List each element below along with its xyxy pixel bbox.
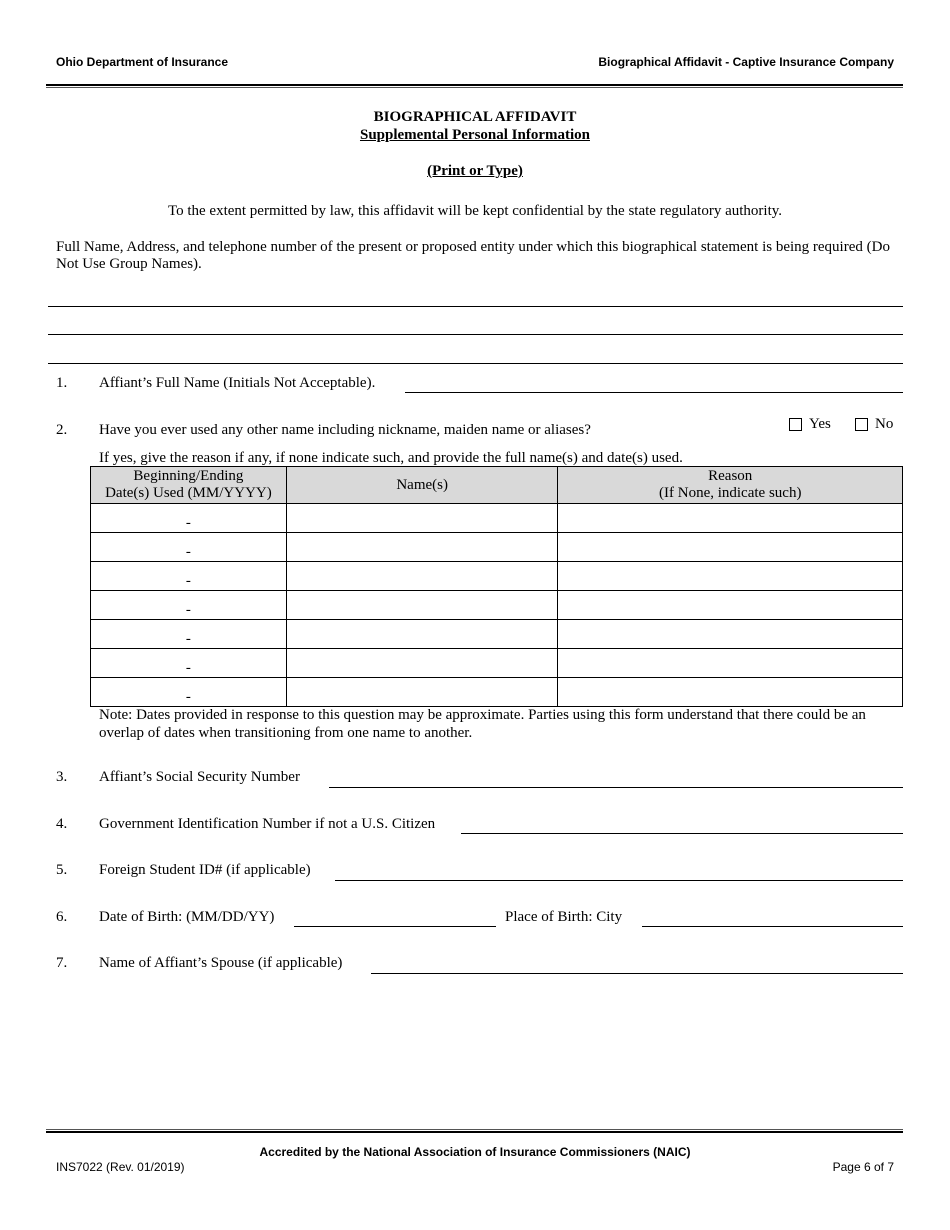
yes-checkbox[interactable] [789, 418, 802, 431]
header-right: Biographical Affidavit - Captive Insurance Company [598, 55, 894, 69]
q2-note: Note: Dates provided in response to this question may be approximate. Parties using this form understand that there could be an overlap of dates when transitioning from one name to another. [99, 707, 866, 741]
q3-number: 3. [56, 769, 68, 785]
name-cell[interactable] [286, 678, 558, 707]
date-of-birth-field[interactable] [294, 926, 496, 927]
place-of-birth-label: Place of Birth: City [505, 909, 623, 925]
name-cell[interactable] [286, 620, 558, 649]
reason-cell[interactable] [558, 678, 903, 707]
q1-label: Affiant’s Full Name (Initials Not Acceptable). [99, 375, 376, 391]
col-dates-header-line1: Beginning/Ending [133, 468, 244, 484]
q5-label: Foreign Student ID# (if applicable) [99, 862, 311, 878]
col-reason-header [558, 467, 903, 504]
entity-line-1[interactable] [48, 306, 903, 307]
dates-cell[interactable]: - [91, 620, 287, 649]
name-cell[interactable] [286, 504, 558, 533]
table-row [91, 678, 903, 707]
table-row [91, 562, 903, 591]
names-used-table [90, 466, 903, 707]
table-row [91, 591, 903, 620]
table-row [91, 620, 903, 649]
name-cell[interactable] [286, 562, 558, 591]
dates-cell[interactable]: - [91, 562, 287, 591]
name-cell[interactable] [286, 591, 558, 620]
reason-cell[interactable] [558, 591, 903, 620]
table-row [91, 649, 903, 678]
entity-line-3[interactable] [48, 363, 903, 364]
header-left: Ohio Department of Insurance [56, 55, 229, 69]
spouse-name-field[interactable] [371, 973, 903, 974]
reason-cell[interactable] [558, 649, 903, 678]
q7-number: 7. [56, 955, 68, 971]
entity-instructions: Full Name, Address, and telephone number of the present or proposed entity under which this biographical statement is being required (Do Not Use Group Names). [56, 239, 890, 272]
q7-label: Name of Affiant’s Spouse (if applicable) [99, 955, 343, 971]
q2-label: Have you ever used any other name including nickname, maiden name or aliases? [99, 422, 591, 438]
q4-label: Government Identification Number if not a U.S. Citizen [99, 816, 436, 832]
dates-cell[interactable]: - [91, 591, 287, 620]
q3-label: Affiant’s Social Security Number [99, 769, 300, 785]
col-dates-header-line2: Date(s) Used (MM/YYYY) [105, 485, 272, 501]
q4-number: 4. [56, 816, 68, 832]
col-reason-header-line1: Reason [708, 468, 753, 484]
full-name-field[interactable] [405, 392, 903, 393]
col-dates-header [91, 467, 287, 504]
confidentiality-statement: To the extent permitted by law, this affidavit will be kept confidential by the state regulatory authority. [167, 203, 783, 219]
ssn-field[interactable] [329, 787, 903, 788]
q2-number: 2. [56, 422, 68, 438]
table-row [91, 504, 903, 533]
no-label: No [875, 416, 894, 432]
dates-cell[interactable]: - [91, 533, 287, 562]
reason-cell[interactable] [558, 620, 903, 649]
dates-cell[interactable]: - [91, 649, 287, 678]
q6-number: 6. [56, 909, 68, 925]
footer-accreditation: Accredited by the National Association of Insurance Commissioners (NAIC) [259, 1145, 691, 1159]
table-header-row [91, 467, 903, 504]
print-or-type: (Print or Type) [427, 163, 523, 179]
col-reason-header-line2: (If None, indicate such) [659, 485, 802, 501]
q6-label: Date of Birth: (MM/DD/YY) [99, 909, 275, 925]
footer-divider [46, 1131, 903, 1133]
dates-cell[interactable]: - [91, 504, 287, 533]
gov-id-field[interactable] [461, 833, 903, 834]
footer-divider-thin [46, 1129, 903, 1130]
form-number: INS7022 (Rev. 01/2019) [56, 1160, 185, 1174]
reason-cell[interactable] [558, 533, 903, 562]
no-checkbox[interactable] [855, 418, 868, 431]
q1-number: 1. [56, 375, 68, 391]
form-subtitle: Supplemental Personal Information [359, 127, 590, 143]
name-cell[interactable] [286, 649, 558, 678]
place-of-birth-field[interactable] [642, 926, 903, 927]
reason-cell[interactable] [558, 562, 903, 591]
reason-cell[interactable] [558, 504, 903, 533]
yes-label: Yes [809, 416, 831, 432]
name-cell[interactable] [286, 533, 558, 562]
foreign-student-id-field[interactable] [335, 880, 903, 881]
table-row [91, 533, 903, 562]
header-divider [46, 84, 903, 86]
dates-cell[interactable]: - [91, 678, 287, 707]
q2-instruction: If yes, give the reason if any, if none indicate such, and provide the full name(s) and date(s) used. [99, 450, 683, 466]
page-number: Page 6 of 7 [832, 1160, 894, 1174]
form-title: BIOGRAPHICAL AFFIDAVIT [373, 109, 577, 125]
header-divider-thin [46, 87, 903, 88]
q5-number: 5. [56, 862, 68, 878]
col-names-header: Name(s) [286, 467, 558, 504]
entity-line-2[interactable] [48, 334, 903, 335]
